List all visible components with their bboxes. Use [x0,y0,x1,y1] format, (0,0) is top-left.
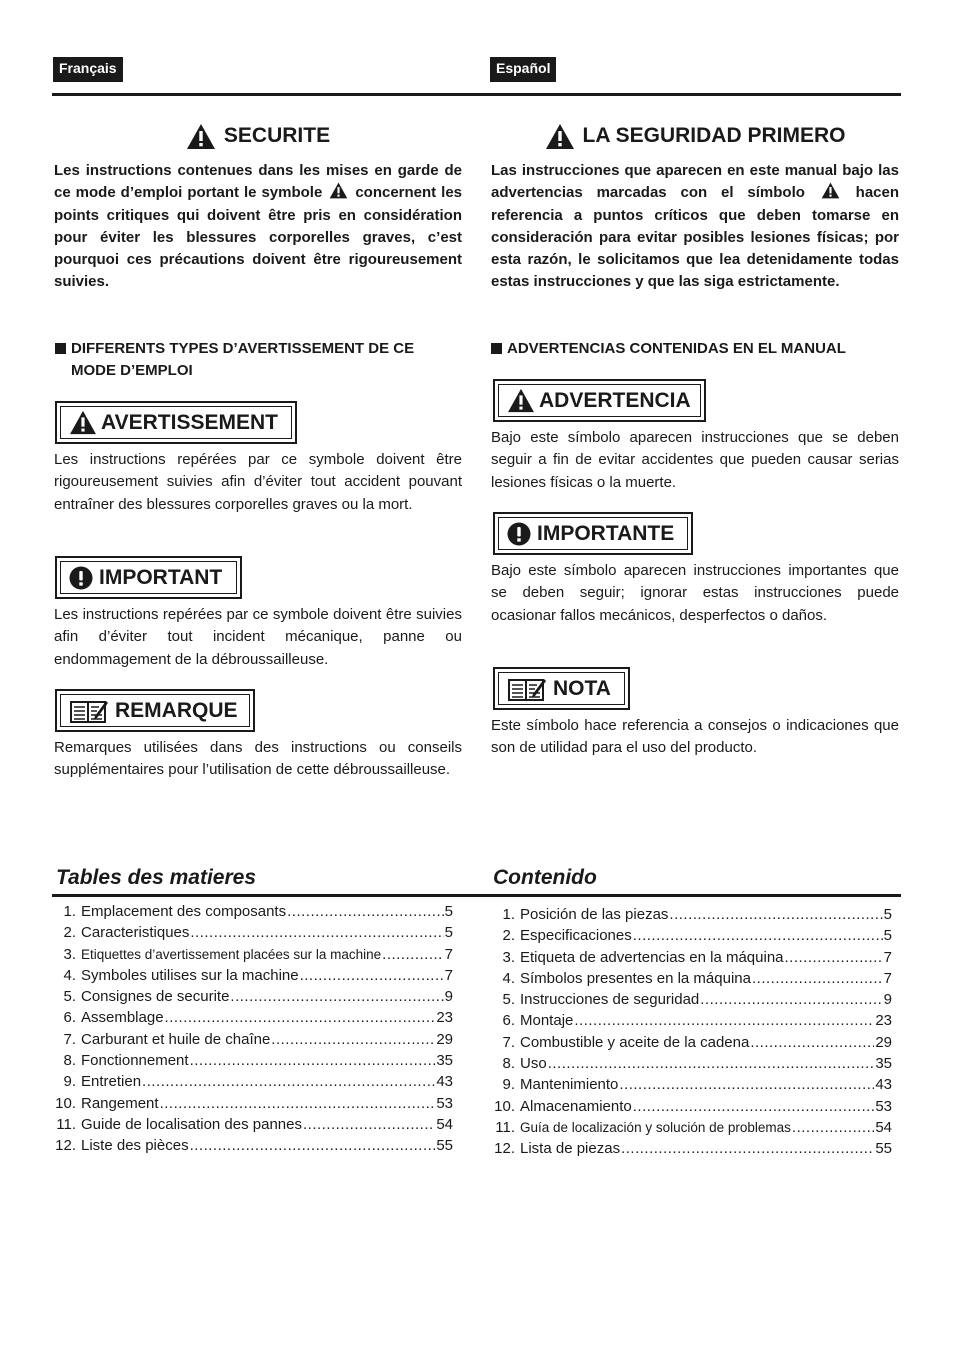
toc-entry [49,1031,453,1052]
es-toc-title: Contenido [493,866,597,889]
warning-triangle-icon [69,410,97,435]
toc-entry [49,1052,453,1073]
toc-entry-number: 12. [55,1137,76,1155]
toc-entry [49,946,453,967]
fr-intro-part1: Les instructions contenues dans les mises en garde de ce mode d’emploi portant le symbole [54,162,462,202]
toc-entry-label: Uso [520,1055,547,1073]
toc-entry-number: 7. [502,1033,515,1051]
toc-entry-number: 6. [63,1009,76,1027]
toc-entry-number: 2. [63,924,76,942]
fr-warning-label-text: AVERTISSEMENT [101,410,278,434]
toc-leader-dots [750,1034,874,1051]
es-toc-list [488,906,892,1162]
toc-entry-label: Combustible y aceite de la cadena [520,1033,750,1051]
toc-entry-number: 9. [502,1076,515,1094]
fr-important-label-text: IMPORTANT [99,565,223,589]
toc-entry-page: 7 [883,948,892,966]
toc-entry-label: Entretien [81,1073,142,1091]
toc-entry-page: 43 [436,1073,453,1091]
toc-leader-dots [574,1012,874,1029]
toc-entry-label: Lista de piezas [520,1140,621,1158]
fr-note-label [55,689,255,732]
es-section-title [491,120,899,152]
toc-entry-page: 5 [444,903,453,920]
toc-leader-dots [300,967,444,984]
toc-entry [49,903,453,924]
toc-entry-number: 10. [494,1097,515,1115]
toc-entry [49,1073,453,1094]
toc-entry [488,949,892,970]
toc-entry-page: 43 [875,1076,892,1094]
toc-entry-label: Liste des pièces [81,1137,189,1155]
toc-entry-label: Almacenamiento [520,1097,632,1115]
warning-triangle-icon [545,123,575,150]
es-intro [491,160,899,294]
toc-entry [488,1012,892,1033]
es-note-label-text: NOTA [553,676,611,700]
toc-entry-number: 11. [495,1118,515,1136]
toc-entry-page: 29 [875,1033,892,1051]
toc-entry-number: 9. [63,1073,76,1091]
toc-entry-label: Instrucciones de seguridad [520,991,700,1009]
toc-entry-page: 35 [436,1052,453,1070]
fr-intro-part2: concernent les points critiques qui doivent être pris en considération pour éviter les blessures corporelles graves, c’est pourquoi ces précautions doivent être rigoureusement suivies. [54,184,463,291]
toc-entry-label: Guía de localización y solución de problemas [520,1119,791,1135]
fr-toc-title: Tables des matieres [56,866,256,889]
toc-entry-number: 3. [63,945,76,963]
toc-entry-number: 12. [494,1140,515,1158]
toc-entry [488,1076,892,1097]
warning-triangle-icon [329,182,348,199]
es-subhead [491,338,899,360]
toc-entry-page: 5 [883,927,892,945]
toc-entry-number: 5. [502,991,515,1009]
fr-warning-text: Les instructions repérées par ce symbole doivent être rigoureusement suivies afin d’éviter tout accident pouvant entraîner des blessures corporelles graves ou la mort. [54,451,462,513]
toc-entry-number: 8. [502,1055,515,1073]
toc-entry-number: 7. [63,1030,76,1048]
es-warning-label-text: ADVERTENCIA [539,388,691,412]
toc-entry-number: 6. [502,1012,515,1030]
toc-leader-dots [633,1098,875,1115]
toc-entry [488,1034,892,1055]
toc-entry-label: Caracteristiques [81,924,190,942]
es-important-text: Bajo este símbolo aparecen instrucciones importantes que se deben seguir; ignorar estas instrucciones puede ocasionar fallos mecánicos, desperfectos o daños. [491,562,899,624]
toc-leader-dots [271,1031,435,1048]
toc-entry [488,1055,892,1076]
toc-entry-page: 23 [436,1009,453,1027]
toc-entry-label: Especificaciones [520,927,632,945]
toc-entry-page: 53 [436,1094,453,1112]
toc-entry-label: Montaje [520,1012,574,1030]
toc-entry [49,967,453,988]
toc-entry-label: Posición de las piezas [520,906,669,923]
toc-leader-dots [165,1009,436,1026]
toc-entry-page: 54 [436,1115,453,1133]
notebook-pencil-icon [507,676,547,702]
toc-entry [49,1116,453,1137]
toc-leader-dots [287,903,444,920]
toc-entry [49,1009,453,1030]
toc-entry-label: Consignes de securite [81,988,230,1006]
fr-subhead [55,338,462,382]
toc-leader-dots [669,906,882,923]
toc-entry-page: 23 [875,1012,892,1030]
fr-intro [54,160,462,294]
toc-entry-number: 10. [55,1094,76,1112]
toc-entry [49,988,453,1009]
toc-entry [488,1140,892,1161]
es-title-text: LA SEGURIDAD PRIMERO [582,124,846,147]
fr-title-text: SECURITE [223,124,331,147]
fr-toc-list [49,903,453,1159]
es-subhead-text: ADVERTENCIAS CONTENIDAS EN EL MANUAL [507,340,846,357]
toc-entry-page: 9 [444,988,453,1006]
toc-entry-page: 5 [883,906,892,923]
toc-leader-dots [190,1052,436,1069]
toc-entry-number: 4. [502,969,515,987]
toc-leader-dots [792,1119,874,1136]
toc-entry-page: 35 [875,1055,892,1073]
es-important-label [493,512,693,555]
toc-entry-label: Assemblage [81,1009,164,1027]
toc-leader-dots [633,927,883,944]
toc-entry-number: 5. [63,988,76,1006]
toc-entry-page: 7 [444,945,453,963]
toc-entry-label: Fonctionnement [81,1052,189,1070]
toc-leader-dots [230,988,443,1005]
es-warning-label [493,379,706,422]
toc-entry-number: 8. [63,1052,76,1070]
square-bullet-icon [55,343,66,354]
es-intro-part2: hacen referencia a puntos críticos que deben tomarse en consideración para evitar posibles lesiones físicas; por esta razón, le solicitamos que lea detenidamente todas estas instrucciones y que las siga estrictamente. [491,184,900,291]
es-note-label [493,667,630,710]
toc-entry-page: 53 [875,1097,892,1115]
es-important-label-text: IMPORTANTE [537,521,675,545]
square-bullet-icon [491,343,502,354]
toc-leader-dots [160,1095,436,1112]
toc-entry-page: 7 [883,969,892,987]
toc-entry-page: 55 [875,1140,892,1158]
toc-entry-page: 7 [444,966,453,984]
toc-entry-label: Etiquettes d’avertissement placées sur la machine [81,946,382,962]
toc-leader-dots [382,946,444,963]
warning-triangle-icon [186,123,216,150]
toc-entry-number: 3. [502,948,515,966]
fr-important-text: Les instructions repérées par ce symbole doivent être suivies afin d’éviter tout incident mécanique, panne ou endommagement de la débroussailleuse. [54,606,462,668]
toc-rule [52,894,901,897]
toc-entry-number: 2. [502,927,515,945]
toc-leader-dots [548,1055,875,1072]
toc-entry-label: Mantenimiento [520,1076,619,1094]
warning-triangle-icon [821,182,840,199]
toc-entry [49,924,453,945]
toc-entry-label: Symboles utilises sur la machine [81,966,299,984]
toc-entry [488,927,892,948]
toc-leader-dots [752,970,883,987]
toc-entry-label: Rangement [81,1094,159,1112]
toc-leader-dots [700,991,882,1008]
fr-note-label-text: REMARQUE [115,698,238,722]
fr-warning-label [55,401,297,444]
fr-subhead-text: DIFFERENTS TYPES D’AVERTISSEMENT DE CE MODE D’EMPLOI [71,340,415,379]
toc-entry-number: 1. [502,906,515,923]
toc-entry [488,970,892,991]
toc-entry-label: Carburant et huile de chaîne [81,1030,271,1048]
exclamation-circle-icon [69,566,93,590]
toc-leader-dots [142,1073,435,1090]
toc-entry-page: 5 [444,924,453,942]
toc-entry-label: Etiqueta de advertencias en la máquina [520,948,784,966]
toc-leader-dots [303,1116,435,1133]
toc-entry-number: 1. [63,903,76,920]
toc-entry-label: Guide de localisation des pannes [81,1115,302,1133]
exclamation-circle-icon [507,522,531,546]
fr-note-text: Remarques utilisées dans des instructions ou conseils supplémentaires pour l’utilisation de cette débroussailleuse. [54,739,462,779]
toc-leader-dots [619,1076,874,1093]
toc-entry-page: 9 [883,991,892,1009]
fr-important-label [55,556,242,599]
toc-leader-dots [785,949,883,966]
toc-entry [488,906,892,927]
es-intro-part1: Las instrucciones que aparecen en este manual bajo las advertencias marcadas con el símbolo [491,162,899,202]
toc-entry [488,991,892,1012]
notebook-pencil-icon [69,698,109,724]
es-note-text: Este símbolo hace referencia a consejos o indicaciones que son de utilidad para el uso del producto. [491,717,899,757]
toc-leader-dots [190,924,443,941]
lang-tag-french: Français [53,57,123,82]
header-rule [52,93,901,96]
toc-entry-number: 4. [63,966,76,984]
toc-entry-label: Símbolos presentes en la máquina [520,969,751,987]
toc-entry [49,1095,453,1116]
lang-tag-spanish: Español [490,57,556,82]
toc-leader-dots [190,1137,436,1154]
toc-entry-number: 11. [56,1115,76,1133]
toc-entry-label: Emplacement des composants [81,903,287,920]
toc-entry-page: 54 [875,1118,892,1136]
toc-entry [488,1119,892,1140]
toc-entry [488,1098,892,1119]
warning-triangle-icon [507,388,535,413]
toc-entry-page: 55 [436,1137,453,1155]
es-warning-text: Bajo este símbolo aparecen instrucciones que se deben seguir a fin de evitar accidentes que pueden causar serias lesiones físicas o la muerte. [491,429,899,491]
toc-leader-dots [621,1140,874,1157]
toc-entry-page: 29 [436,1030,453,1048]
toc-entry [49,1137,453,1158]
fr-section-title [54,120,462,152]
